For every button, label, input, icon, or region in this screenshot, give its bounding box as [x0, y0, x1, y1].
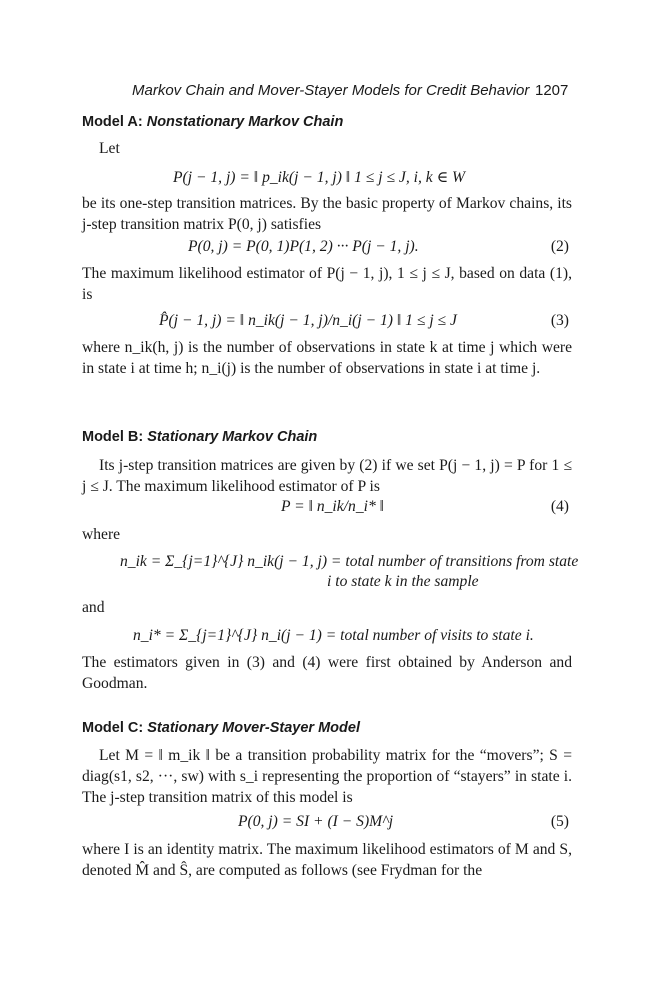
model-a-eq1: P(j − 1, j) = ‖ p_ik(j − 1, j) ‖ 1 ≤ j ≤ J, i, k ∈ W: [173, 169, 466, 186]
model-b-eq5-line2: i to state k in the sample: [327, 573, 479, 590]
model-c-text2: where I is an identity matrix. The maximum likelihood estimators of M and S, denoted M̂ and Ŝ, are computed as follows (see Frydman for the: [82, 841, 572, 879]
model-b-text1: Its j-step transition matrices are given by (2) if we set P(j − 1, j) = P for 1 ≤ j ≤ J. The maximum likelihood estimator of P is: [82, 457, 572, 495]
page-number: 1207: [535, 82, 569, 99]
model-b-where: where: [82, 526, 121, 543]
model-b-heading: [82, 429, 317, 445]
model-b-text2: The estimators given in (3) and (4) were first obtained by Anderson and Goodman.: [82, 654, 572, 692]
model-c-text1: Let M = ‖ m_ik ‖ be a transition probability matrix for the “movers”; S = diag(s1, s2, ···, sw) with s_i representing the proportion of “stayers” in state i. The j-step transition matrix of this model is: [82, 747, 572, 806]
model-a-text3: where n_ik(h, j) is the number of observations in state k at time j which were in state i at time h; n_i(j) is the number of observations in state i at time j.: [82, 339, 572, 377]
model-a-eq3-number: (3): [550, 312, 569, 329]
model-a-heading: [82, 114, 343, 130]
model-a-text1: be its one-step transition matrices. By the basic property of Markov chains, its j-step transition matrix P(0, j) satisfies: [82, 195, 572, 233]
model-a-let: Let: [99, 140, 120, 157]
model-b-eq4-number: (4): [550, 498, 569, 515]
model-b-and: and: [82, 599, 105, 616]
model-a-heading-prefix: Model A:: [82, 114, 143, 130]
model-a-eq2: P(0, j) = P(0, 1)P(1, 2) ··· P(j − 1, j).: [188, 238, 419, 255]
model-a-text2: The maximum likelihood estimator of P(j − 1, j), 1 ≤ j ≤ J, based on data (1), is: [82, 265, 572, 303]
model-c-eq7: P(0, j) = SI + (I − S)M^j: [238, 813, 394, 830]
model-c-heading-prefix: Model C:: [82, 720, 144, 736]
model-b-heading-prefix: Model B:: [82, 429, 144, 445]
running-title: Markov Chain and Mover-Stayer Models for Credit Behavior: [132, 82, 530, 99]
model-c-heading: [82, 720, 360, 736]
model-b-heading-title: Stationary Markov Chain: [147, 429, 318, 445]
model-a-eq2-number: (2): [550, 238, 569, 255]
model-c-heading-title: Stationary Mover-Stayer Model: [147, 720, 360, 736]
model-a-eq3: P̂(j − 1, j) = ‖ n_ik(j − 1, j)/n_i(j − 1) ‖ 1 ≤ j ≤ J: [159, 312, 457, 329]
model-b-eq5-line1: n_ik = Σ_{j=1}^{J} n_ik(j − 1, j) = total number of transitions from state: [120, 553, 579, 570]
model-a-heading-title: Nonstationary Markov Chain: [146, 114, 344, 130]
model-c-eq7-number: (5): [550, 813, 569, 830]
model-b-eq6: n_i* = Σ_{j=1}^{J} n_i(j − 1) = total number of visits to state i.: [133, 627, 534, 644]
model-b-eq4: P = ‖ n_ik/n_i* ‖: [281, 498, 385, 515]
